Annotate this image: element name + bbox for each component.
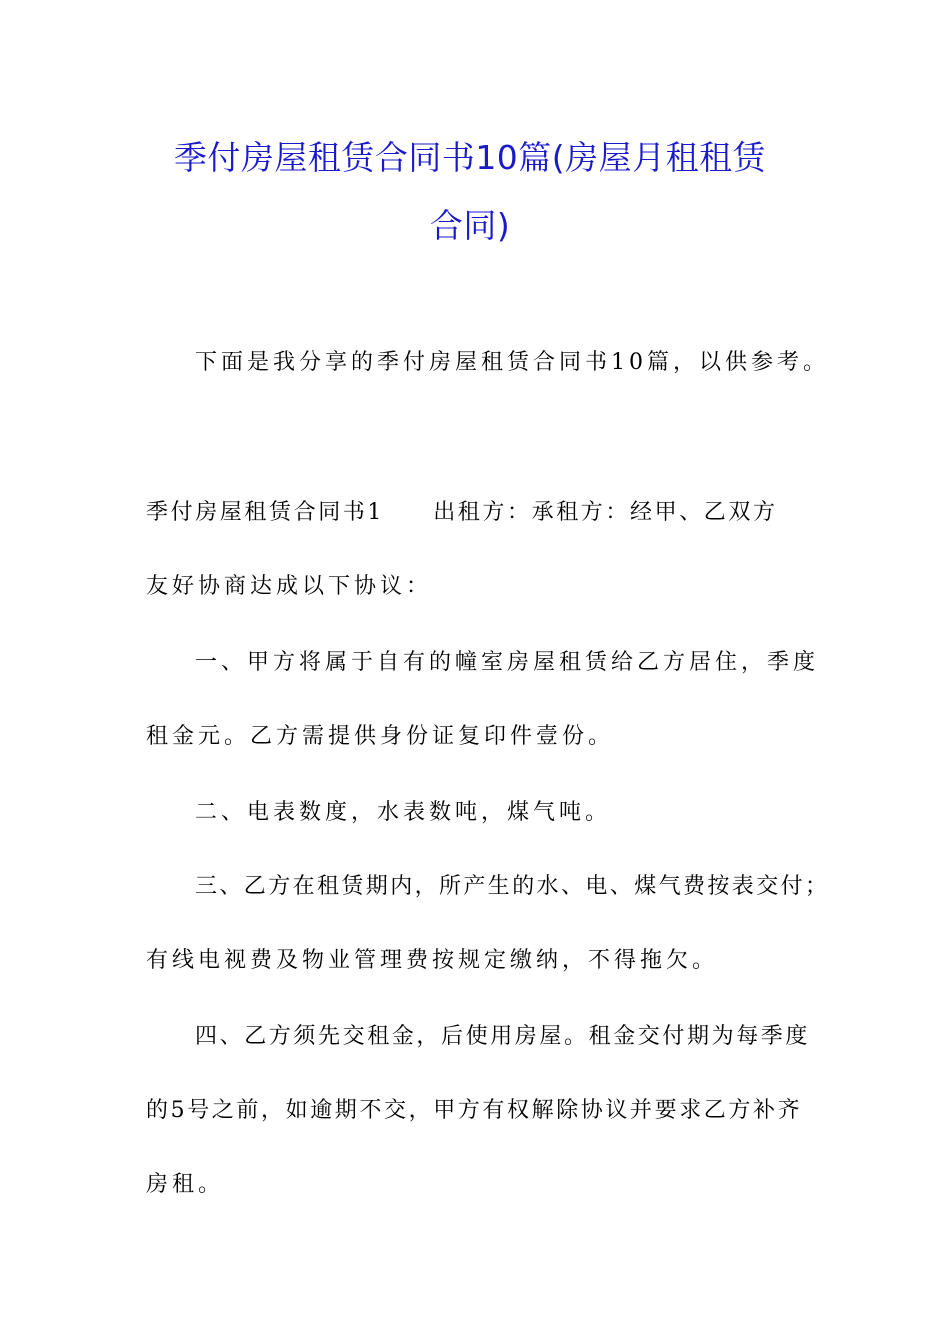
paragraph-line: 季付房屋租赁合同书1 出租方：承租方：经甲、乙双方 [146, 500, 778, 525]
paragraph-line: 友好协商达成以下协议： [146, 574, 433, 599]
paragraph-line: 二、电表数度，水表数吨，煤气吨。 [195, 800, 612, 825]
paragraph-line: 有线电视费及物业管理费按规定缴纳，不得拖欠。 [146, 948, 719, 973]
paragraph-line: 租金元。乙方需提供身份证复印件壹份。 [146, 724, 615, 749]
paragraph-line: 的5号之前，如逾期不交，甲方有权解除协议并要求乙方补齐 [146, 1098, 803, 1123]
paragraph-line: 三、乙方在租赁期内，所产生的水、电、煤气费按表交付； [195, 874, 830, 899]
title-line-1: 季付房屋租赁合同书10篇(房屋月租租赁 [173, 138, 767, 177]
intro-paragraph: 下面是我分享的季付房屋租赁合同书10篇，以供参考。 [195, 350, 829, 375]
paragraph-line: 一、甲方将属于自有的幢室房屋租赁给乙方居住，季度 [195, 650, 820, 675]
paragraph-line: 四、乙方须先交租金，后使用房屋。租金交付期为每季度 [195, 1024, 811, 1049]
document-title [120, 124, 820, 260]
paragraph-line: 房租。 [146, 1172, 225, 1197]
title-line-2: 合同) [429, 206, 511, 245]
